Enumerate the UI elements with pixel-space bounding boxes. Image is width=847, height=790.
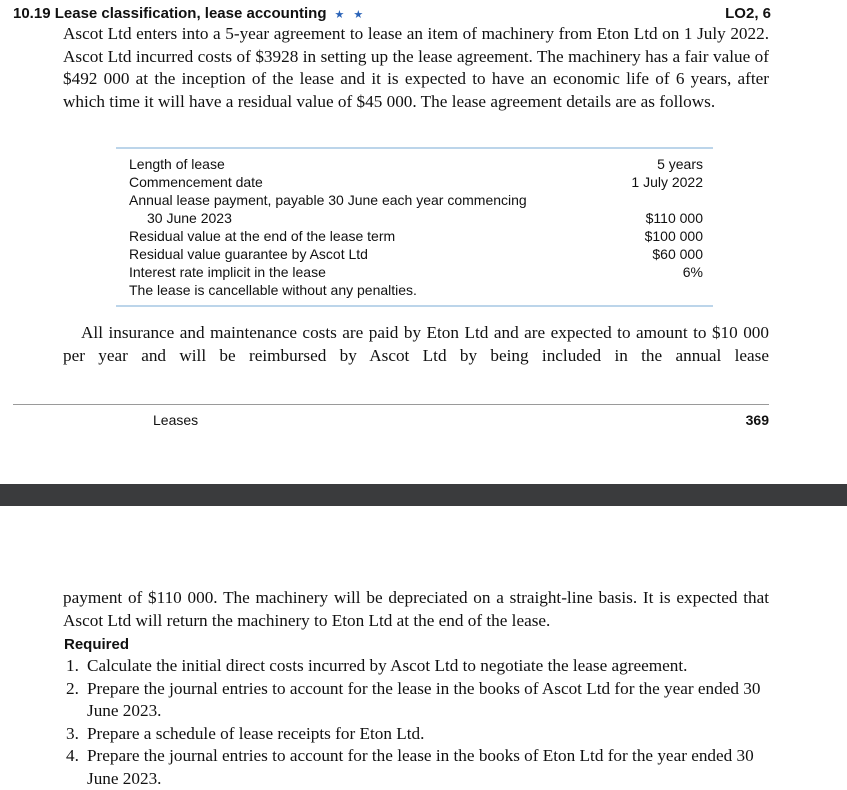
item-number: 1. — [66, 656, 79, 675]
list-item — [66, 745, 769, 790]
detail-value: $110 000 — [645, 210, 703, 226]
detail-label: Annual lease payment, payable 30 June each year commencing — [129, 192, 527, 208]
question-number: 10.19 — [13, 5, 51, 22]
question-title-text: Lease classification, lease accounting — [54, 5, 327, 22]
detail-label: Interest rate implicit in the lease — [129, 264, 326, 280]
detail-value: 6% — [682, 264, 703, 280]
detail-label: Residual value guarantee by Ascot Ltd — [129, 246, 368, 262]
footer-label: Leases — [153, 412, 199, 428]
detail-value: $100 000 — [644, 228, 703, 244]
detail-value: 1 July 2022 — [631, 174, 703, 190]
footer-divider — [13, 404, 769, 405]
list-item — [66, 655, 769, 678]
insurance-paragraph: All insurance and maintenance costs are paid by Eton Ltd and are expected to amount to $10 000 per year and will be reimbursed by Ascot Ltd by being included in the annual lease — [63, 323, 769, 365]
lease-details-table — [116, 147, 713, 307]
table-row — [129, 191, 703, 227]
question-header — [13, 4, 771, 24]
detail-label: Length of lease — [129, 156, 225, 172]
detail-label: Residual value at the end of the lease term — [129, 228, 396, 244]
item-number: 4. — [66, 746, 79, 765]
intro-paragraph: Ascot Ltd enters into a 5-year agreement to lease an item of machinery from Eton Ltd on 1 July 2022. Ascot Ltd incurred costs of $3928 in setting up the lease agreement. The machinery has a fair value of $492 000 at the inception of the lease and it is expected to have an economic life of 6 years, after which time it will have a residual value of $45 000. The lease agreement details are as follows. — [63, 24, 769, 111]
difficulty-stars-icon: ★ ★ — [334, 9, 367, 21]
learning-objectives: LO2, 6 — [725, 5, 771, 22]
page-break-bar — [0, 484, 847, 506]
list-item — [66, 723, 769, 746]
required-heading: Required — [64, 636, 130, 653]
detail-label: Commencement date — [129, 174, 263, 190]
detail-label-continued: 30 June 2023 — [147, 210, 232, 226]
page-number: 369 — [745, 412, 769, 428]
item-number: 2. — [66, 678, 79, 698]
required-list — [66, 655, 769, 790]
item-text: Prepare the journal entries to account for the lease in the books of Eton Ltd for the year ended 30 June 2023. — [87, 746, 754, 788]
list-item — [66, 678, 769, 723]
detail-value: 5 years — [657, 156, 703, 172]
item-number: 3. — [66, 723, 79, 743]
continuation-paragraph: payment of $110 000. The machinery will be depreciated on a straight-line basis. It is expected that Ascot Ltd will return the machinery to Eton Ltd at the end of the lease. — [63, 588, 769, 630]
item-text: Prepare the journal entries to account for the lease in the books of Ascot Ltd for the year ended 30 June 2023. — [87, 678, 761, 720]
item-text: Calculate the initial direct costs incurred by Ascot Ltd to negotiate the lease agreement. — [87, 656, 688, 675]
detail-value: $60 000 — [652, 246, 703, 262]
question-title — [13, 5, 366, 22]
item-text: Prepare a schedule of lease receipts for Eton Ltd. — [87, 723, 425, 743]
detail-label: The lease is cancellable without any penalties. — [129, 282, 417, 298]
